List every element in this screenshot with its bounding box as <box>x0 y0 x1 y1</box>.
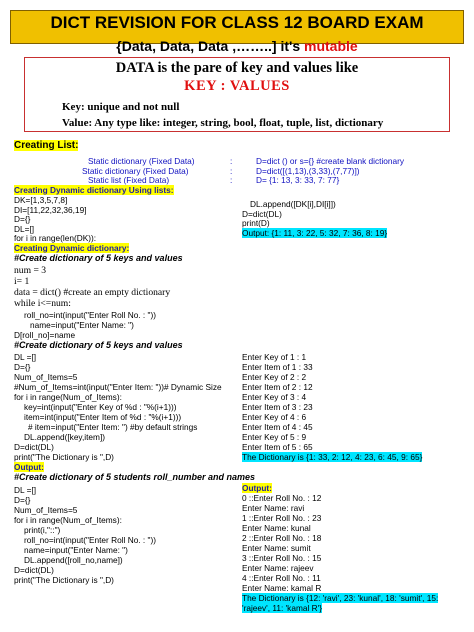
output-line: Enter Item of 1 : 33 <box>242 362 313 372</box>
code-line: #Num_of_Items=int(input("Enter Item: "))# Dynamic Size <box>14 382 222 392</box>
code-line: data = dict() #create an empty dictionary <box>14 287 171 298</box>
code-line: for i in range(Num_of_Items): <box>14 515 122 525</box>
static-row-2-sep: : <box>230 165 233 176</box>
dynamic-dict-heading: Creating Dynamic dictionary: <box>14 243 130 253</box>
static-row-3-code: D= {1: 13, 3: 33, 7: 77} <box>256 175 340 185</box>
code-line: Num_of_Items=5 <box>14 505 78 515</box>
value-definition: Value: Any type like: integer, string, bool, float, tuple, list, dictionary <box>62 117 384 129</box>
output-line: Enter Key of 2 : 2 <box>242 372 307 382</box>
code-line: DK=[1,3,5,7,8] <box>14 195 68 205</box>
code-line: item=int(input("Enter Item of %d : "%(i+1))) <box>24 412 182 422</box>
code-line: DL.append([DK[i],DI[i]]) <box>250 199 336 209</box>
code-line: # item=input("Enter Item: ") #by default strings <box>28 422 198 432</box>
code-line: D[roll_no]=name <box>14 330 76 340</box>
sec4-output-1: The Dictionary is {12: 'ravi', 23: 'kunal', 18: 'sumit', 15: <box>242 593 439 603</box>
code-line: DL=[] <box>14 223 35 234</box>
output-line: Enter Item of 3 : 23 <box>242 402 313 412</box>
code-line: DI=[11,22,32,36,19] <box>14 204 87 215</box>
code-line: num = 3 <box>14 265 47 276</box>
output-line: Enter Key of 3 : 4 <box>242 392 307 402</box>
output-line: 1 ::Enter Roll No. : 23 <box>242 513 322 523</box>
code-line: roll_no=int(input("Enter Roll No. : ")) <box>24 310 157 320</box>
code-line: D={} <box>14 214 31 224</box>
output-line: Enter Key of 1 : 1 <box>242 352 307 362</box>
output-line: Enter Key of 4 : 6 <box>242 412 307 422</box>
code-line: D=dict(DL) <box>14 442 54 452</box>
static-row-1-label: Static dictionary (Fixed Data) <box>88 156 195 166</box>
code-comment: #Create dictionary of 5 keys and values <box>14 253 183 263</box>
code-line: name=input("Enter Name: ") <box>24 545 128 555</box>
code-line: name=input("Enter Name: ") <box>30 320 134 330</box>
page-subtitle: {Data, Data, Data ,……..] it's mutable <box>116 38 358 54</box>
code-line: print("The Dictionary is ",D) <box>14 575 114 585</box>
code-line: key=int(input("Enter Key of %d : "%(i+1))) <box>24 402 177 412</box>
creating-list-heading: Creating List: <box>14 140 79 151</box>
code-line: D=dict(DL) <box>242 208 282 219</box>
key-definition: Key: unique and not null <box>62 101 180 113</box>
code-line: D={} <box>14 495 31 505</box>
static-row-2-label: Static dictionary (Fixed Data) <box>82 165 189 176</box>
static-row-2-code: D=dict([(1,13),(3,33),(7,77)]) <box>256 165 360 176</box>
definition-heading: DATA is the pare of key and values like <box>115 60 359 76</box>
output-line: 3 ::Enter Roll No. : 15 <box>242 553 322 563</box>
sec3-output: The Dictionary is {1: 33, 2: 12, 4: 23, 6: 45, 9: 65} <box>242 452 423 462</box>
dynamic-list-heading: Creating Dynamic dictionary Using lists: <box>14 184 174 195</box>
output-line: 0 ::Enter Roll No. : 12 <box>242 493 322 503</box>
output-line: Enter Name: kamal R <box>242 583 322 593</box>
code-line: print(D) <box>242 218 270 228</box>
static-row-1-code: D=dict () or s={} #create blank dictionary <box>256 156 405 166</box>
output-line: Enter Name: rajeev <box>242 563 314 573</box>
code-comment: #Create dictionary of 5 keys and values <box>14 340 183 350</box>
code-line: while i<=num: <box>14 298 71 309</box>
output-line: Enter Key of 5 : 9 <box>242 432 307 442</box>
code-line: i= 1 <box>14 276 30 287</box>
code-line: DL.append([key,item]) <box>24 432 106 442</box>
output-line: Enter Item of 4 : 45 <box>242 422 313 432</box>
static-row-3-sep: : <box>230 175 233 185</box>
code-line: DL =[] <box>14 352 37 362</box>
code-line: DL.append([roll_no,name]) <box>24 555 123 565</box>
code-line: for i in range(len(DK)): <box>14 233 97 243</box>
sec4-output-2: 'rajeev', 11: 'kamal R'} <box>242 603 322 613</box>
code-line: print(i,"::") <box>24 525 61 535</box>
key-values-label: KEY : VALUES <box>184 78 290 94</box>
mutable-emphasis: mutable <box>304 38 358 54</box>
output-heading-2: Output: <box>242 483 272 493</box>
dyn1-output: Output: {1: 11, 3: 22, 5: 32, 7: 36, 8: 19} <box>242 227 388 238</box>
code-line: DL =[] <box>14 485 37 495</box>
output-line: Enter Name: sumit <box>242 543 311 553</box>
code-line: roll_no=int(input("Enter Roll No. : ")) <box>24 535 157 545</box>
code-line: print("The Dictionary is ",D) <box>14 452 114 462</box>
output-heading: Output: <box>14 462 44 472</box>
output-line: 4 ::Enter Roll No. : 11 <box>242 573 321 583</box>
code-line: D=dict(DL) <box>14 565 54 575</box>
static-row-3-label: Static list (Fixed Data) <box>88 175 170 185</box>
code-line: for i in range(Num_of_Items): <box>14 392 122 402</box>
static-row-1-sep: : <box>230 156 233 166</box>
output-line: Enter Name: ravi <box>242 503 305 513</box>
code-comment: #Create dictionary of 5 students roll_number and names <box>14 472 256 482</box>
code-line: D={} <box>14 362 31 372</box>
code-line: Num_of_Items=5 <box>14 372 78 382</box>
page-title: DICT REVISION FOR CLASS 12 BOARD EXAM <box>50 13 424 32</box>
output-line: 2 ::Enter Roll No. : 18 <box>242 533 322 543</box>
output-line: Enter Name: kunal <box>242 523 311 533</box>
output-line: Enter Item of 2 : 12 <box>242 382 313 392</box>
output-line: Enter Item of 5 : 65 <box>242 442 313 452</box>
